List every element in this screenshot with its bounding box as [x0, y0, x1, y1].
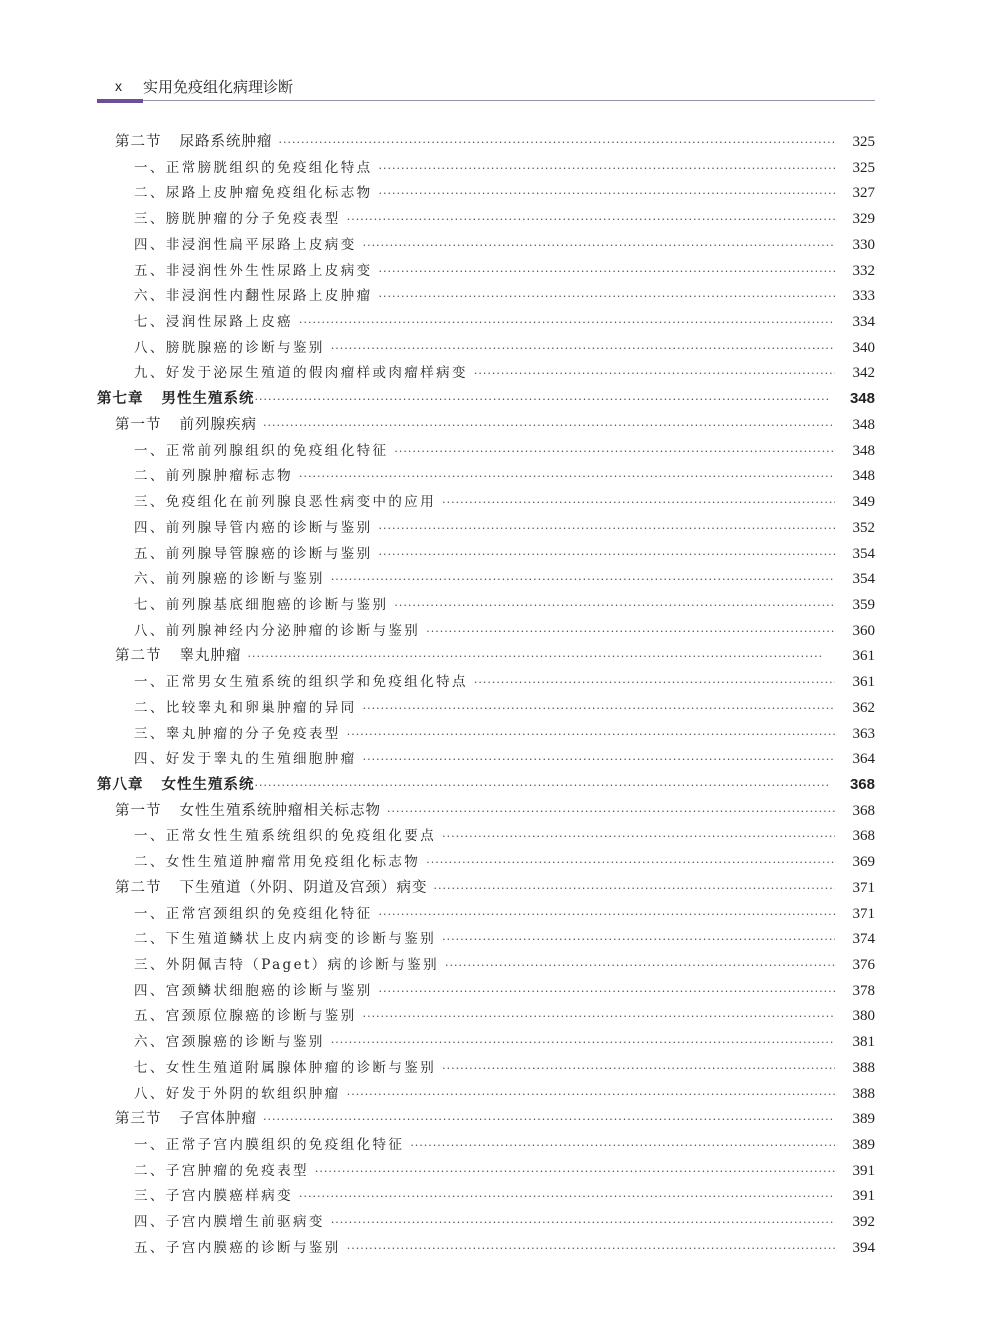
dot-leader — [379, 522, 836, 535]
toc-entry-title — [134, 902, 379, 922]
dot-leader — [394, 445, 835, 458]
dot-leader — [442, 1062, 835, 1075]
toc-section[interactable] — [97, 876, 875, 902]
dot-leader — [379, 548, 836, 561]
toc-page-number: 354 — [852, 545, 875, 562]
toc-entry-title — [134, 542, 379, 562]
toc-entry-title — [134, 516, 379, 536]
toc-entry-title — [134, 696, 363, 716]
toc-item[interactable] — [97, 902, 875, 928]
toc-entry-text: 三、外阴佩吉特（Paget）病的诊断与鉴别 — [134, 957, 439, 973]
toc-entry-text: 二、前列腺肿瘤标志物 — [134, 468, 293, 485]
toc-section[interactable] — [97, 130, 875, 156]
toc-page-number: 364 — [852, 751, 875, 768]
toc-section[interactable] — [97, 799, 875, 825]
toc-page-number: 348 — [852, 416, 875, 433]
dot-leader — [255, 779, 836, 792]
toc-entry-title — [134, 979, 379, 999]
toc-item[interactable] — [97, 464, 875, 490]
dot-leader — [315, 1165, 835, 1178]
toc-entry-text: 五、前列腺导管腺癌的诊断与鉴别 — [134, 545, 373, 562]
header-accent-bar — [97, 99, 143, 103]
toc-page-number: 348 — [849, 390, 875, 408]
toc-entry-title — [134, 439, 394, 459]
toc-page-number: 381 — [852, 1034, 875, 1051]
toc-page-number: 340 — [852, 339, 875, 356]
toc-entry-text: 一、正常男女生殖系统的组织学和免疫组化特点 — [134, 674, 468, 691]
toc-item[interactable] — [97, 670, 875, 696]
toc-item[interactable] — [97, 336, 875, 362]
toc-entry-text: 六、前列腺癌的诊断与鉴别 — [134, 571, 325, 588]
toc-entry-title — [134, 1004, 363, 1024]
toc-entry-text: 睾丸肿瘤 — [179, 648, 242, 665]
dot-leader — [474, 367, 835, 380]
toc-entry-title — [134, 490, 442, 510]
toc-item[interactable] — [97, 953, 875, 979]
dot-leader — [379, 265, 836, 278]
toc-entry-text: 八、好发于外阴的软组织肿瘤 — [134, 1085, 341, 1102]
toc-item[interactable] — [97, 181, 875, 207]
dot-leader — [442, 933, 835, 946]
toc-entry-title — [115, 876, 434, 897]
toc-entry-title — [134, 181, 379, 201]
dot-leader — [347, 213, 835, 226]
toc-entry-text: 三、膀胱肿瘤的分子免疫表型 — [134, 211, 341, 228]
toc-item[interactable] — [97, 233, 875, 259]
header-book-title: 实用免疫组化病理诊断 — [143, 78, 294, 96]
toc-page-number: 363 — [852, 725, 875, 742]
toc-item[interactable] — [97, 259, 875, 285]
toc-page-number: 374 — [852, 931, 875, 948]
toc-page-number: 360 — [852, 622, 875, 639]
running-header — [97, 76, 875, 102]
toc-entry-title — [134, 361, 474, 381]
toc-entry-label: 第二节 — [115, 134, 162, 150]
toc-page-number: 359 — [852, 596, 875, 613]
toc-entry-text: 四、非浸润性扁平尿路上皮病变 — [134, 236, 357, 253]
toc-entry-title — [115, 130, 279, 151]
dot-leader — [347, 1242, 835, 1255]
dot-leader — [347, 728, 835, 741]
toc-item[interactable] — [97, 1030, 875, 1056]
dot-leader — [331, 1216, 835, 1229]
toc-entry-text: 三、睾丸肿瘤的分子免疫表型 — [134, 725, 341, 742]
toc-entry-text: 八、膀胱腺癌的诊断与鉴别 — [134, 339, 325, 356]
toc-entry-text: 女性生殖系统肿瘤相关标志物 — [179, 802, 381, 819]
header-rule — [97, 100, 875, 101]
toc-entry-title — [134, 953, 445, 973]
toc-item[interactable] — [97, 824, 875, 850]
toc-entry-title — [97, 773, 255, 794]
dot-leader — [299, 316, 835, 329]
toc-page-number: 325 — [852, 159, 875, 176]
toc-page-number: 361 — [852, 648, 875, 665]
toc-item[interactable] — [97, 593, 875, 619]
toc-entry-text: 四、宫颈鳞状细胞癌的诊断与鉴别 — [134, 982, 373, 999]
toc-entry-title — [134, 233, 363, 253]
toc-page-number: 333 — [852, 288, 875, 305]
toc-page-number: 369 — [852, 854, 875, 871]
toc-entry-text: 六、宫颈腺癌的诊断与鉴别 — [134, 1034, 325, 1051]
toc-entry-text: 五、非浸润性外生性尿路上皮病变 — [134, 262, 373, 279]
toc-page-number: 368 — [852, 828, 875, 845]
toc-entry-text: 四、前列腺导管内癌的诊断与鉴别 — [134, 519, 373, 536]
toc-page-number: 361 — [852, 674, 875, 691]
toc-entry-text: 九、好发于泌尿生殖道的假肉瘤样或肉瘤样病变 — [134, 365, 468, 382]
toc-entry-title — [115, 644, 248, 665]
toc-item[interactable] — [97, 927, 875, 953]
toc-item[interactable] — [97, 1236, 875, 1262]
toc-item[interactable] — [97, 1082, 875, 1108]
toc-page-number: 334 — [852, 314, 875, 331]
toc-entry-title — [134, 156, 379, 176]
toc-page-number: 332 — [852, 262, 875, 279]
dot-leader — [299, 470, 835, 483]
toc-item[interactable] — [97, 1133, 875, 1159]
dot-leader — [474, 676, 835, 689]
toc-entry-text: 二、子宫肿瘤的免疫表型 — [134, 1162, 309, 1179]
toc-page-number: 368 — [852, 802, 875, 819]
toc-entry-text: 四、好发于睾丸的生殖细胞肿瘤 — [134, 751, 357, 768]
dot-leader — [445, 959, 835, 972]
toc-entry-text: 七、女性生殖道附属腺体肿瘤的诊断与鉴别 — [134, 1059, 437, 1076]
toc-entry-text: 子宫体肿瘤 — [179, 1111, 257, 1128]
toc-item[interactable] — [97, 310, 875, 336]
toc-entry-title — [134, 259, 379, 279]
dot-leader — [387, 805, 835, 818]
toc-chapter[interactable] — [97, 773, 875, 799]
toc-page-number: 348 — [852, 468, 875, 485]
toc-entry-title — [134, 722, 347, 742]
toc-entry-title — [134, 1159, 315, 1179]
toc-entry-text: 一、正常宫颈组织的免疫组化特征 — [134, 905, 373, 922]
dot-leader — [363, 753, 835, 766]
dot-leader — [279, 136, 836, 149]
toc-item[interactable] — [97, 619, 875, 645]
dot-leader — [263, 419, 835, 432]
toc-item[interactable] — [97, 747, 875, 773]
toc-entry-label: 第二节 — [115, 879, 162, 896]
toc-entry-text: 六、非浸润性内翻性尿路上皮肿瘤 — [134, 288, 373, 305]
toc-page-number: 329 — [852, 211, 875, 228]
toc-entry-title — [134, 1056, 442, 1076]
toc-page-number: 354 — [852, 571, 875, 588]
toc-item[interactable] — [97, 439, 875, 465]
toc-page-number: 391 — [852, 1188, 875, 1205]
toc-entry-label: 第七章 — [97, 391, 144, 408]
toc-page-number: 330 — [852, 236, 875, 253]
toc-item[interactable] — [97, 1056, 875, 1082]
toc-page-number: 391 — [852, 1162, 875, 1179]
toc-page-number: 388 — [852, 1085, 875, 1102]
toc-entry-label: 第二节 — [115, 648, 162, 665]
toc-entry-label: 第三节 — [115, 1111, 162, 1128]
toc-page-number: 349 — [852, 494, 875, 511]
toc-page-number: 378 — [852, 982, 875, 999]
toc-section[interactable] — [97, 413, 875, 439]
toc-entry-title — [134, 593, 394, 613]
toc-item[interactable] — [97, 490, 875, 516]
dot-leader — [379, 290, 836, 303]
toc-item[interactable] — [97, 156, 875, 182]
toc-page-number: 389 — [852, 1111, 875, 1128]
toc-page-number: 327 — [852, 185, 875, 202]
toc-entry-title — [134, 619, 426, 639]
table-of-contents — [97, 130, 875, 1262]
dot-leader — [379, 985, 836, 998]
toc-entry-title — [115, 1107, 263, 1128]
dot-leader — [410, 1139, 835, 1152]
toc-entry-label: 第一节 — [115, 802, 162, 819]
toc-entry-title — [134, 1236, 347, 1256]
toc-entry-title — [134, 1133, 410, 1153]
dot-leader — [442, 496, 835, 509]
toc-entry-title — [134, 747, 363, 767]
toc-entry-text: 尿路系统肿瘤 — [179, 134, 273, 150]
toc-entry-label: 第一节 — [115, 416, 162, 433]
toc-entry-title — [115, 799, 387, 820]
toc-item[interactable] — [97, 850, 875, 876]
toc-item[interactable] — [97, 696, 875, 722]
toc-entry-title — [134, 1082, 347, 1102]
toc-entry-title — [134, 850, 426, 870]
dot-leader — [379, 162, 836, 175]
toc-item[interactable] — [97, 207, 875, 233]
toc-entry-text: 女性生殖系统 — [161, 776, 255, 793]
dot-leader — [379, 908, 836, 921]
toc-item[interactable] — [97, 979, 875, 1005]
toc-entry-title — [134, 336, 331, 356]
toc-entry-text: 一、正常膀胱组织的免疫组化特点 — [134, 159, 373, 176]
toc-page-number: 376 — [852, 957, 875, 973]
toc-entry-text: 七、前列腺基底细胞癌的诊断与鉴别 — [134, 596, 389, 613]
dot-leader — [379, 187, 836, 200]
toc-entry-title — [134, 464, 299, 484]
toc-item[interactable] — [97, 1184, 875, 1210]
toc-page-number: 325 — [852, 134, 875, 150]
toc-page-number: 371 — [852, 905, 875, 922]
toc-page-number: 352 — [852, 519, 875, 536]
toc-page-number: 348 — [852, 442, 875, 459]
toc-entry-title — [134, 207, 347, 227]
toc-entry-text: 五、宫颈原位腺癌的诊断与鉴别 — [134, 1008, 357, 1025]
toc-entry-title — [134, 284, 379, 304]
toc-entry-title — [134, 1184, 299, 1204]
toc-page-number: 389 — [852, 1137, 875, 1154]
toc-entry-title — [134, 824, 442, 844]
toc-section[interactable] — [97, 644, 875, 670]
toc-entry-text: 二、下生殖道鳞状上皮内病变的诊断与鉴别 — [134, 931, 437, 948]
toc-page-number: 380 — [852, 1008, 875, 1025]
dot-leader — [263, 1113, 835, 1126]
toc-entry-text: 一、正常子宫内膜组织的免疫组化特征 — [134, 1137, 405, 1154]
toc-item[interactable] — [97, 722, 875, 748]
toc-entry-title — [134, 670, 474, 690]
toc-entry-text: 一、正常前列腺组织的免疫组化特征 — [134, 442, 389, 459]
toc-entry-title — [134, 310, 299, 330]
toc-entry-label: 第八章 — [97, 776, 144, 793]
toc-entry-text: 下生殖道（外阴、阴道及宫颈）病变 — [179, 879, 428, 896]
dot-leader — [331, 573, 835, 586]
toc-entry-text: 三、免疫组化在前列腺良恶性病变中的应用 — [134, 494, 437, 511]
toc-entry-text: 男性生殖系统 — [161, 391, 255, 408]
toc-entry-text: 五、子宫内膜癌的诊断与鉴别 — [134, 1239, 341, 1256]
dot-leader — [255, 393, 836, 406]
toc-item[interactable] — [97, 516, 875, 542]
toc-entry-text: 二、比较睾丸和卵巢肿瘤的异同 — [134, 699, 357, 716]
toc-entry-title — [134, 1030, 331, 1050]
dot-leader — [331, 342, 835, 355]
toc-item[interactable] — [97, 284, 875, 310]
toc-item[interactable] — [97, 542, 875, 568]
toc-entry-text: 前列腺疾病 — [179, 416, 257, 433]
dot-leader — [363, 239, 835, 252]
toc-entry-text: 二、女性生殖道肿瘤常用免疫组化标志物 — [134, 854, 421, 871]
toc-entry-title — [134, 927, 442, 947]
toc-entry-title — [134, 567, 331, 587]
toc-page-number: 388 — [852, 1059, 875, 1076]
dot-leader — [363, 1010, 835, 1023]
toc-page-number: 392 — [852, 1214, 875, 1231]
toc-item[interactable] — [97, 1004, 875, 1030]
dot-leader — [363, 702, 835, 715]
toc-entry-title — [115, 413, 263, 434]
toc-page-number: 394 — [852, 1239, 875, 1256]
toc-item[interactable] — [97, 1210, 875, 1236]
toc-entry-text: 三、子宫内膜癌样病变 — [134, 1188, 293, 1205]
toc-page-number: 342 — [852, 365, 875, 382]
toc-page-number: 362 — [852, 699, 875, 716]
dot-leader — [434, 882, 836, 895]
dot-leader — [426, 856, 835, 869]
dot-leader — [394, 599, 835, 612]
toc-page-number: 368 — [849, 775, 875, 793]
toc-section[interactable] — [97, 1107, 875, 1133]
dot-leader — [248, 650, 836, 663]
toc-entry-text: 二、尿路上皮肿瘤免疫组化标志物 — [134, 185, 373, 202]
toc-item[interactable] — [97, 1159, 875, 1185]
toc-entry-text: 四、子宫内膜增生前驱病变 — [134, 1214, 325, 1231]
header-page-number: x — [115, 78, 122, 94]
dot-leader — [347, 1088, 835, 1101]
toc-entry-title — [97, 387, 255, 408]
toc-entry-text: 七、浸润性尿路上皮癌 — [134, 314, 293, 331]
toc-item[interactable] — [97, 567, 875, 593]
toc-entry-text: 一、正常女性生殖系统组织的免疫组化要点 — [134, 828, 437, 845]
dot-leader — [442, 830, 835, 843]
toc-entry-title — [134, 1210, 331, 1230]
toc-entry-text: 八、前列腺神经内分泌肿瘤的诊断与鉴别 — [134, 622, 421, 639]
toc-chapter[interactable] — [97, 387, 875, 413]
toc-page-number: 371 — [852, 879, 875, 896]
dot-leader — [426, 625, 835, 638]
toc-item[interactable] — [97, 361, 875, 387]
dot-leader — [299, 1190, 835, 1203]
dot-leader — [331, 1036, 835, 1049]
